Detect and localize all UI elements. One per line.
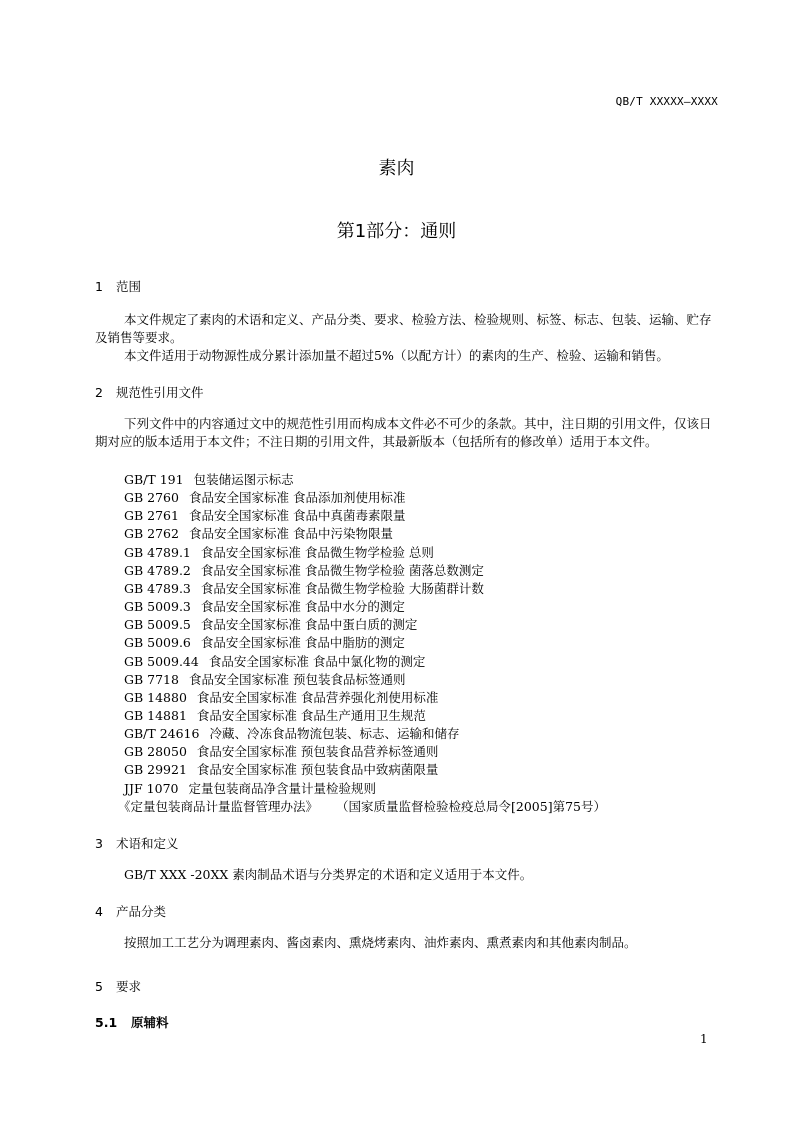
reference-item	[124, 779, 376, 797]
reference-item	[124, 579, 484, 597]
reference-code: GB 2761	[124, 508, 179, 524]
reference-title: 食品安全国家标准 食品中氯化物的测定	[208, 653, 426, 669]
classification-paragraph: 按照加工工艺分为调理素肉、酱卤素肉、熏烧烤素肉、油炸素肉、熏煮素肉和其他素肉制品。	[124, 935, 637, 950]
reference-item	[124, 470, 294, 488]
reference-code: GB 4789.2	[124, 562, 191, 578]
reference-item	[124, 742, 438, 760]
reference-title: 食品安全国家标准 预包装食品标签通则	[188, 671, 406, 687]
reference-code: GB 2760	[124, 490, 179, 506]
reference-code: GB 5009.44	[124, 653, 199, 669]
reference-title: 包装储运图示标志	[193, 472, 294, 487]
reference-title: （国家质量监督检验检疫总局令[2005]第75号）	[336, 798, 606, 814]
section-title: 范围	[116, 279, 142, 294]
reference-code: JJF 1070	[124, 780, 179, 796]
reference-title: 食品安全国家标准 食品中真菌毒素限量	[188, 508, 406, 524]
reference-item	[124, 652, 425, 670]
reference-code: GB 5009.5	[124, 617, 191, 633]
reference-code: GB 4789.3	[124, 580, 191, 596]
reference-code: GB 5009.6	[124, 635, 191, 651]
reference-title: 食品安全国家标准 食品营养强化剂使用标准	[196, 689, 439, 705]
subsection-title: 原辅料	[131, 1015, 169, 1030]
reference-code: GB/T 24616	[124, 726, 200, 742]
reference-code: GB 4789.1	[124, 544, 191, 560]
reference-title: 食品安全国家标准 食品中脂肪的测定	[200, 635, 405, 651]
reference-title: 食品安全国家标准 预包装食品中致病菌限量	[196, 762, 439, 778]
reference-title: 食品安全国家标准 食品微生物学检验 大肠菌群计数	[200, 580, 484, 596]
reference-title: 食品安全国家标准 食品中蛋白质的测定	[200, 617, 418, 633]
reference-title: 食品安全国家标准 食品中水分的测定	[200, 599, 405, 615]
reference-title: 食品安全国家标准 食品生产通用卫生规范	[196, 707, 426, 723]
scope-paragraph-1: 本文件规定了素肉的术语和定义、产品分类、要求、检验方法、检验规则、标签、标志、包装、运输、贮存及销售等要求。	[95, 312, 712, 345]
reference-title: 冷藏、冷冻食品物流包装、标志、运输和储存	[209, 726, 460, 742]
reference-code: 《定量包装商品计量监督管理办法》	[118, 798, 319, 814]
reference-item	[124, 670, 405, 688]
section-number: 4	[95, 904, 103, 919]
subsection-number: 5.1	[95, 1015, 118, 1030]
reference-title: 定量包装商品净含量计量检验规则	[188, 780, 376, 796]
section-number: 5	[95, 979, 103, 994]
section-number: 2	[95, 385, 103, 400]
reference-code: GB/T 191	[124, 472, 184, 487]
reference-code: GB 29921	[124, 762, 187, 778]
section-4-heading	[95, 902, 166, 920]
scope-paragraph-2: 本文件适用于动物源性成分累计添加量不超过5%（以配方计）的素肉的生产、检验、运输和销售。	[124, 348, 669, 363]
section-title: 规范性引用文件	[116, 385, 204, 400]
section-title: 要求	[116, 979, 142, 994]
document-title: 素肉	[378, 158, 415, 179]
reference-code: GB 2762	[124, 526, 179, 542]
section-number: 1	[95, 279, 103, 294]
section-2-heading	[95, 383, 204, 401]
reference-code: GB 14880	[124, 689, 187, 705]
reference-title: 食品安全国家标准 食品添加剂使用标准	[188, 490, 406, 506]
reference-item	[124, 688, 438, 706]
reference-item	[124, 506, 405, 524]
reference-item	[124, 615, 417, 633]
section-title: 产品分类	[116, 904, 167, 919]
references-intro: 下列文件中的内容通过文中的规范性引用而构成本文件必不可少的条款。其中，注日期的引用文件，仅该日期对应的版本适用于本文件；不注日期的引用文件，其最新版本（包括所有的修改单）适用于本文件。	[95, 416, 712, 449]
reference-title: 食品安全国家标准 食品微生物学检验 总则	[200, 544, 434, 560]
section-1-heading	[95, 277, 141, 295]
document-subtitle: 第1部分：通则	[336, 221, 457, 242]
reference-code: GB 5009.3	[124, 599, 191, 615]
reference-item	[118, 797, 606, 815]
reference-item	[124, 706, 426, 724]
reference-item	[124, 597, 405, 615]
subsection-5-1-heading	[95, 1013, 169, 1031]
reference-code: GB 7718	[124, 671, 179, 687]
reference-title: 食品安全国家标准 预包装食品营养标签通则	[196, 744, 439, 760]
section-3-heading	[95, 834, 179, 852]
reference-title: 食品安全国家标准 食品微生物学检验 菌落总数测定	[200, 562, 484, 578]
page-number: 1	[700, 1032, 708, 1046]
section-title: 术语和定义	[116, 836, 179, 851]
reference-code: GB 14881	[124, 707, 187, 723]
reference-item	[124, 543, 434, 561]
terms-paragraph: GB/T XXX -20XX 素肉制品术语与分类界定的术语和定义适用于本文件。	[124, 867, 533, 882]
standard-code: QB/T XXXXX—XXXX	[615, 95, 718, 108]
section-number: 3	[95, 836, 103, 851]
reference-code: GB 28050	[124, 744, 187, 760]
reference-item	[124, 724, 459, 742]
reference-item	[124, 524, 393, 542]
section-5-heading	[95, 977, 141, 995]
reference-item	[124, 488, 405, 506]
reference-item	[124, 633, 405, 651]
reference-item	[124, 561, 484, 579]
reference-item	[124, 760, 438, 778]
reference-title: 食品安全国家标准 食品中污染物限量	[188, 526, 393, 542]
